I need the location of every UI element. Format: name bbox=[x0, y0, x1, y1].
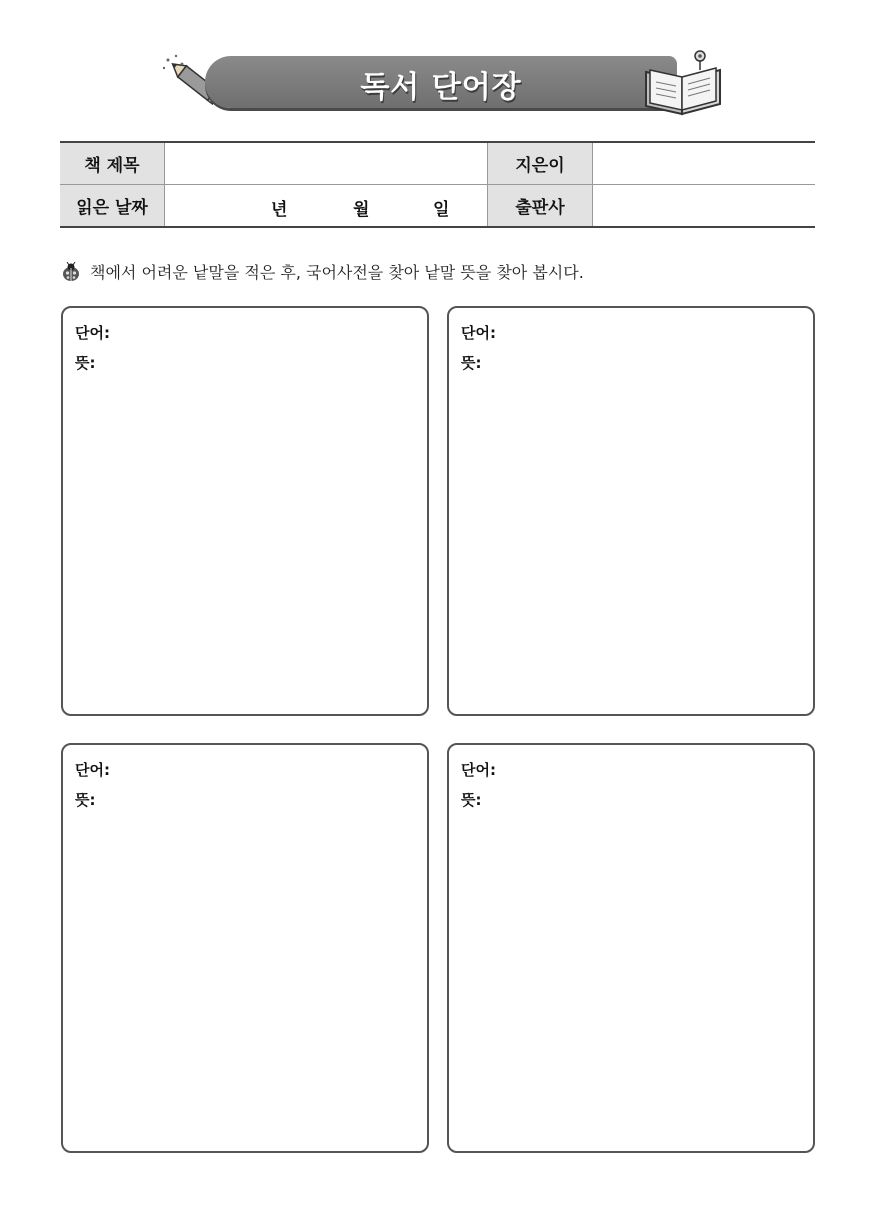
meaning-label: 뜻: bbox=[461, 354, 482, 372]
instruction-text: 책에서 어려운 낱말을 적은 후, 국어사전을 찾아 낱말 뜻을 찾아 봅시다. bbox=[90, 263, 584, 282]
word-card[interactable] bbox=[61, 743, 429, 1153]
year-label: 년 bbox=[271, 200, 288, 220]
instruction-line bbox=[60, 260, 584, 283]
date-field[interactable] bbox=[165, 185, 488, 228]
book-icon bbox=[640, 48, 726, 120]
book-title-field[interactable] bbox=[165, 142, 488, 185]
author-label: 지은이 bbox=[488, 142, 593, 185]
ladybug-icon bbox=[60, 262, 82, 282]
word-label: 단어: bbox=[75, 324, 110, 342]
author-field[interactable] bbox=[593, 142, 816, 185]
publisher-field[interactable] bbox=[593, 185, 816, 228]
word-label: 단어: bbox=[75, 761, 110, 779]
word-label: 단어: bbox=[461, 761, 496, 779]
book-info-table bbox=[60, 141, 815, 228]
publisher-label: 출판사 bbox=[488, 185, 593, 228]
meaning-label: 뜻: bbox=[75, 354, 96, 372]
book-title-label: 책 제목 bbox=[60, 142, 165, 185]
word-card[interactable] bbox=[447, 743, 815, 1153]
page-title: 독서 단어장 bbox=[360, 70, 522, 105]
meaning-label: 뜻: bbox=[75, 791, 96, 809]
table-row bbox=[60, 142, 815, 185]
month-label: 월 bbox=[353, 200, 370, 220]
title-banner bbox=[205, 56, 677, 108]
word-label: 단어: bbox=[461, 324, 496, 342]
word-card[interactable] bbox=[447, 306, 815, 716]
meaning-label: 뜻: bbox=[461, 791, 482, 809]
day-label: 일 bbox=[433, 200, 450, 220]
table-row bbox=[60, 185, 815, 228]
date-label: 읽은 날짜 bbox=[60, 185, 165, 228]
word-card[interactable] bbox=[61, 306, 429, 716]
